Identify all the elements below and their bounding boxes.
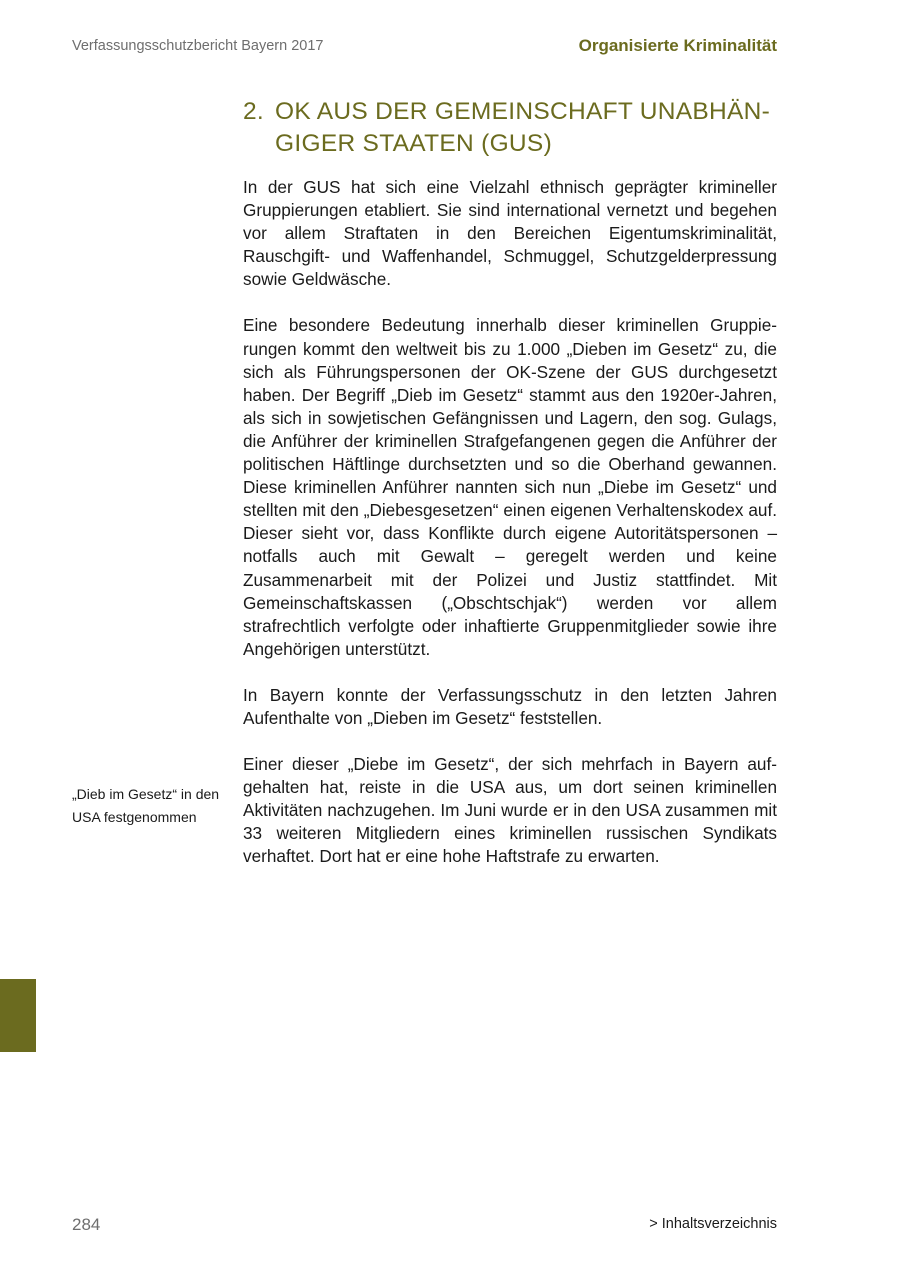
chapter-tab-marker <box>0 979 36 1052</box>
page-number: 284 <box>72 1215 101 1234</box>
section-title: Organisierte Kriminalität <box>578 36 777 55</box>
margin-note: „Dieb im Gesetz“ in den USA festgenommen <box>72 786 220 825</box>
paragraph-intro: In der GUS hat sich eine Vielzahl ethnisch geprägter krimineller Gruppierungen etabliert. Sie sind international vernetzt und begehen vor allem Straftaten in den Bereichen Eigentumskriminalität, Rauschgift- und Waffenhandel, Schmuggel, Schutzgelderpressung sowie Geldwäsche. <box>243 177 777 290</box>
toc-link[interactable]: > Inhaltsverzeichnis <box>649 1216 777 1232</box>
chapter-title-line-1: OK AUS DER GEMEINSCHAFT UNABHÄN- <box>275 98 771 125</box>
paragraph-usa-arrest: Einer dieser „Diebe im Gesetz“, der sich mehrfach in Bayern aufgehalten hat, reiste in die USA aus, um dort seinen kriminellen Aktivitäten nachzugehen. Im Juni wurde er in den USA zusammen mit 33 weiteren Mitgliedern eines kriminellen russischen Syndikats verhaftet. Dort hat er eine hohe Haftstrafe zu erwarten. <box>243 754 777 867</box>
chapter-title-line-2: GIGER STAATEN (GUS) <box>275 130 553 157</box>
body-text <box>243 176 777 892</box>
paragraph-diebe-im-gesetz: Eine besondere Bedeutung innerhalb dieser kriminellen Gruppierungen kommt den weltweit bis zu 1.000 „Dieben im Gesetz“ zu, die sich als Führungspersonen der OK-Szene der GUS durchgesetzt haben. Der Begriff „Dieb im Gesetz“ stammt aus den 1920er-Jahren, als sich in sowjetischen Gefängnissen und Lagern, den sog. Gulags, die Anführer der kriminellen Strafgefangenen gegen die Anführer der politischen Häftlinge durchsetzten und so die Oberhand gewannen. Diese kriminellen Anführer nannten sich nun „Diebe im Gesetz“ und stellten mit den „Diebesgesetzen“ einen eigenen Verhaltenskodex auf. Dieser sieht vor, dass Konflikte durch eigene Autoritätspersonen – notfalls auch mit Gewalt – geregelt werden und keine Zusammenarbeit mit der Polizei und Justiz stattfindet. Mit Gemeinschaftskassen („Obschtschjak“) werden vor allem strafrechtlich verfolgte oder inhaftierte Gruppenmitglieder sowie ihre Angehörigen unterstützt. <box>243 315 777 659</box>
publication-title: Verfassungsschutzbericht Bayern 2017 <box>72 38 324 54</box>
chapter-number: 2. <box>243 98 265 125</box>
paragraph-bayern: In Bayern konnte der Verfassungsschutz in den letzten Jahren Aufenthalte von „Dieben im Gesetz“ feststellen. <box>243 684 777 728</box>
chapter-heading <box>243 96 783 160</box>
